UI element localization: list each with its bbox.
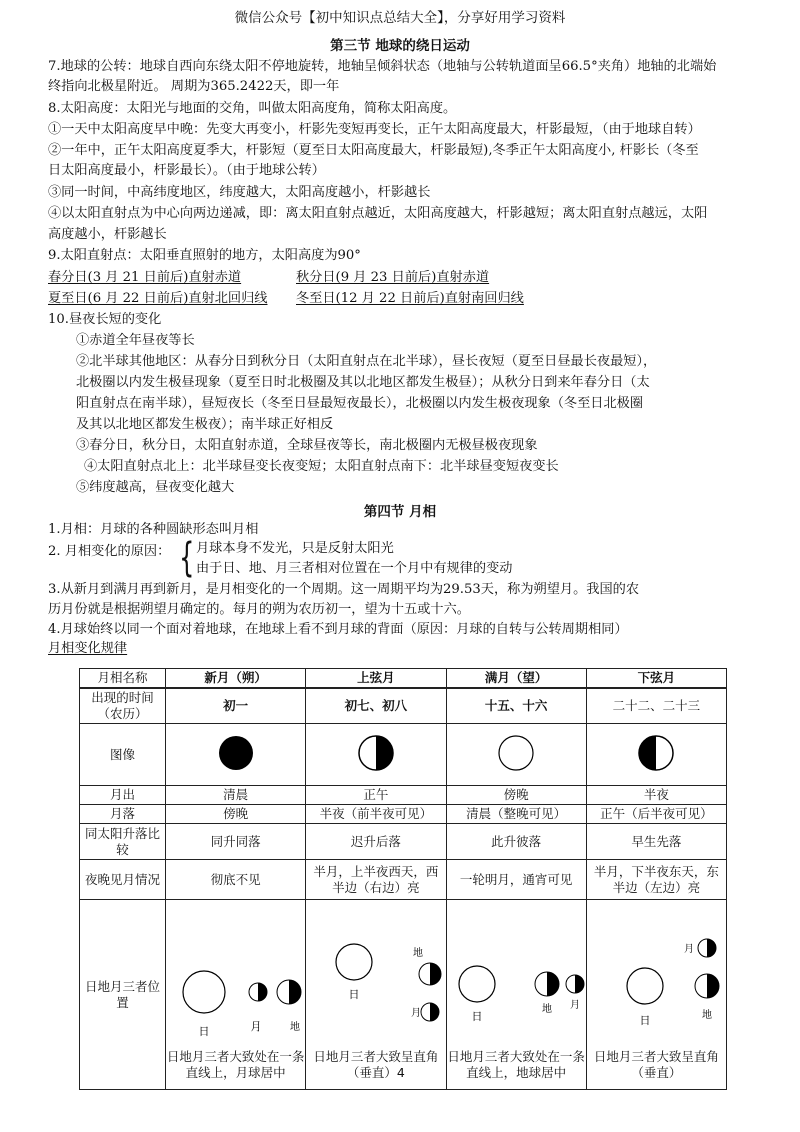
position-cell (306, 900, 446, 1090)
table-cell: 初一 (166, 688, 306, 724)
earth-label: 地 (290, 1022, 300, 1033)
table-cell: 正午（后半夜可见） (586, 805, 726, 824)
position-cell (446, 900, 586, 1090)
moon-4: 4.月球始终以同一个面对着地球，在地球上看不到月球的背面（原因：月球的自转与公转周期相同） (48, 622, 628, 637)
sun-icon (183, 971, 225, 1013)
moon-label: 月 (683, 944, 694, 955)
text-8-1: ①一天中太阳高度早中晚：先变大再变小，杆影先变短再变长，正午太阳高度最大，杆影最短，（由于地球自转） (48, 122, 701, 137)
full-moon-image (446, 724, 586, 786)
first-quarter-position-diagram (306, 900, 446, 1045)
page-header: 微信公众号【初中知识点总结大全】，分享好用学习资料 (234, 10, 566, 26)
moon-3a: 3.从新月到满月再到新月，是月相变化的一个周期。这一周期平均为29.53天，称为朔望月。我国的农 (48, 582, 640, 597)
text-9-spring: 春分日(3 月 21 日前后)直射赤道 (48, 270, 242, 285)
position-desc: 日地月三者大致处在一条直线上，地球居中 (447, 1049, 585, 1080)
position-desc: 日地月三者大致呈直角（垂直）4 (313, 1049, 439, 1080)
moon-3b: 历月份就是根据朔望月确定的。每月的朔为农历初一，望为十五或十六。 (48, 602, 470, 617)
earth-label: 地 (541, 1004, 552, 1015)
sun-label: 日 (639, 1014, 651, 1027)
moon-2-reason1: 月球本身不发光，只是反射太阳光 (196, 541, 394, 556)
sun-icon (459, 966, 495, 1002)
table-cell: 半月，上半夜西天，西半边（右边）亮 (306, 860, 446, 900)
table-header: 上弦月 (306, 669, 446, 689)
moon-label: 月 (569, 1000, 580, 1011)
table-cell: 清晨 (166, 786, 306, 805)
text-8-4a: ④以太阳直射点为中心向两边递减，即：离太阳直射点越近，太阳高度越大，杆影越短；离太阳直射点越远，太阳 (48, 206, 708, 221)
moon-label: 月 (411, 1008, 422, 1019)
text-9-winter: 冬至日(12 月 22 日前后)直射南回归线 (296, 291, 524, 306)
moon-2-reason2: 由于日、地、月三者相对位置在一个月中有规律的变动 (196, 561, 513, 576)
text-8-2a: ②一年中，正午太阳高度夏季大，杆影短（夏至日太阳高度最大，杆影最短),冬季正午太阳高度小, 杆影长（冬至 (48, 143, 699, 158)
table-cell: 初七、初八 (306, 688, 446, 724)
table-header: 满月（望） (446, 669, 586, 689)
table-cell: 二十二、二十三 (586, 688, 726, 724)
sun-icon (627, 968, 663, 1004)
table-cell: 彻底不见 (166, 860, 306, 900)
text-10-2a: ②北半球其他地区：从春分日到秋分日（太阳直射点在北半球），昼长夜短（夏至日昼最长夜最短）， (76, 354, 657, 369)
last-quarter-position-diagram (587, 900, 727, 1045)
table-header: 月相名称 (80, 669, 166, 689)
table-cell: 傍晚 (446, 786, 586, 805)
row-label-set: 月落 (80, 805, 166, 824)
table-cell: 半夜 (586, 786, 726, 805)
table-cell: 正午 (306, 786, 446, 805)
table-cell: 一轮明月，通宵可见 (446, 860, 586, 900)
text-7a: 7.地球的公转：地球自西向东绕太阳不停地旋转，地轴呈倾斜状态（地轴与公转轨道面呈66.5°夹角）地轴的北端始 (48, 59, 717, 74)
row-label-night: 夜晚见月情况 (80, 860, 166, 900)
moon-label: 月 (250, 1020, 262, 1033)
table-header: 新月（朔） (166, 669, 306, 689)
text-10: 10.昼夜长短的变化 (48, 312, 162, 327)
position-cell (586, 900, 726, 1090)
table-cell: 半月，下半夜东天，东半边（左边）亮 (586, 860, 726, 900)
section3-title: 第三节 地球的绕日运动 (330, 38, 470, 54)
sun-label: 日 (198, 1025, 210, 1038)
text-10-1: ①赤道全年昼夜等长 (76, 333, 195, 348)
table-cell: 清晨（整晚可见） (446, 805, 586, 824)
text-10-4: ④太阳直射点北上：北半球昼变长夜变短；太阳直射点南下：北半球昼变短夜变长 (84, 459, 559, 474)
row-label-position: 日地月三者位置 (80, 900, 166, 1090)
moon-1: 1.月相：月球的各种圆缺形态叫月相 (48, 522, 259, 537)
section4-title: 第四节 月相 (363, 504, 437, 520)
sun-label: 日 (471, 1010, 482, 1023)
new-moon-image (166, 724, 306, 786)
new-moon-position-diagram (166, 900, 306, 1045)
earth-label: 地 (701, 1010, 712, 1021)
text-10-2b: 北极圈以内发生极昼现象（夏至日时北极圈及其以北地区都发生极昼）；从秋分日到来年春分日（太 (76, 375, 650, 390)
table-cell: 十五、十六 (446, 688, 586, 724)
text-9-summer: 夏至日(6 月 22 日前后)直射北回归线 (48, 291, 268, 306)
moon-rule-title: 月相变化规律 (48, 641, 128, 656)
text-8-3: ③同一时间，中高纬度地区，纬度越大，太阳高度越小，杆影越长 (48, 185, 431, 200)
row-label-image: 图像 (80, 724, 166, 786)
table-header: 下弦月 (586, 669, 726, 689)
row-label-time: 出现的时间（农历） (80, 688, 166, 724)
text-8-2b: 日太阳高度最小，杆影最长）。（由于地球公转） (48, 163, 325, 178)
sun-icon (336, 944, 372, 980)
full-moon-position-diagram (447, 900, 587, 1045)
row-label-compare: 同太阳升落比较 (80, 824, 166, 860)
text-9: 9.太阳直射点：太阳垂直照射的地方，太阳高度为90° (48, 248, 361, 263)
sun-label: 日 (348, 988, 360, 1001)
table-cell: 同升同落 (166, 824, 306, 860)
text-10-5: ⑤纬度越高，昼夜变化越大 (76, 480, 235, 495)
text-8-4b: 高度越小，杆影越长 (48, 227, 167, 242)
position-cell (166, 900, 306, 1090)
last-quarter-image (586, 724, 726, 786)
moon-2-label: 2. 月相变化的原因： (48, 544, 171, 559)
first-quarter-image (306, 724, 446, 786)
table-cell: 半夜（前半夜可见） (306, 805, 446, 824)
table-cell: 此升彼落 (446, 824, 586, 860)
text-10-2c: 阳直射点在南半球），昼短夜长（冬至日昼最短夜最长），北极圈以内发生极夜现象（冬至日北极圈 (76, 396, 644, 411)
text-10-3: ③春分日，秋分日，太阳直射赤道，全球昼夜等长，南北极圈内无极昼极夜现象 (76, 438, 538, 453)
text-8: 8.太阳高度：太阳光与地面的交角，叫做太阳高度角，简称太阳高度。 (48, 101, 457, 116)
table-cell: 早生先落 (586, 824, 726, 860)
text-10-2d: 及其以北地区都发生极夜）；南半球正好相反 (76, 417, 334, 432)
table-cell: 迟升后落 (306, 824, 446, 860)
position-desc: 日地月三者大致呈直角（垂直） (593, 1049, 719, 1080)
position-desc: 日地月三者大致处在一条直线上，月球居中 (166, 1049, 305, 1080)
text-7b: 终指向北极星附近。 周期为365.2422天，即一年 (48, 79, 340, 94)
text-9-autumn: 秋分日(9 月 23 日前后)直射赤道 (296, 270, 490, 285)
earth-label: 地 (413, 948, 424, 959)
row-label-rise: 月出 (80, 786, 166, 805)
brace-icon: { (179, 535, 195, 581)
moon-phase-table (79, 668, 727, 1090)
table-cell: 傍晚 (166, 805, 306, 824)
